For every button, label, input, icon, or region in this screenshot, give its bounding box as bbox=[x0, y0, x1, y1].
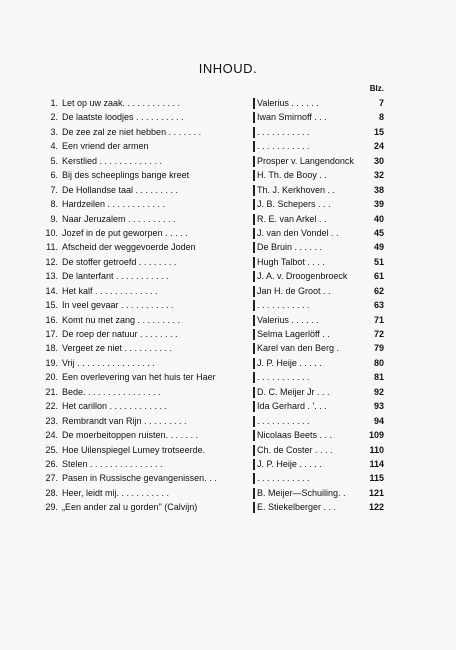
entry-page: 115 bbox=[369, 473, 384, 484]
entry-title: Het carillon . . . . . . . . . . . . bbox=[62, 401, 168, 412]
entry-number: 3. bbox=[50, 126, 58, 137]
entry-title: Jozef in de put geworpen . . . . . bbox=[62, 227, 188, 238]
entry-title: Naar Jeruzalem . . . . . . . . . . bbox=[62, 213, 176, 224]
entry-page: 81 bbox=[373, 372, 384, 383]
entry-number: 15. bbox=[45, 300, 58, 311]
entry-author: . . . . . . . . . . . bbox=[257, 415, 310, 426]
entry-title: Een vriend der armen bbox=[62, 141, 149, 152]
entry-title: Kerstlied . . . . . . . . . . . . . bbox=[62, 155, 163, 166]
entry-number: 7. bbox=[50, 184, 58, 195]
entry-page: 32 bbox=[373, 170, 384, 181]
entry-title: In veel gevaar . . . . . . . . . . . bbox=[62, 300, 174, 311]
toc-entry bbox=[0, 313, 456, 327]
entry-page: 15 bbox=[373, 126, 384, 137]
entry-number: 10. bbox=[45, 227, 58, 238]
entry-title: De laatste loodjes . . . . . . . . . . bbox=[62, 112, 184, 123]
entry-number: 24. bbox=[45, 430, 58, 441]
entry-author: J. A. v. Droogenbroeck bbox=[257, 271, 348, 282]
column-separator bbox=[253, 271, 255, 282]
toc-entry bbox=[0, 298, 456, 312]
toc-entry bbox=[0, 500, 456, 514]
column-separator bbox=[253, 502, 255, 513]
toc-entry bbox=[0, 139, 456, 153]
entry-author: . . . . . . . . . . . bbox=[257, 372, 310, 383]
toc-entry bbox=[0, 255, 456, 269]
toc-entry bbox=[0, 110, 456, 124]
entry-number: 4. bbox=[50, 141, 58, 152]
entry-number: 29. bbox=[45, 502, 58, 513]
entry-page: 7 bbox=[378, 98, 384, 108]
toc-entry bbox=[0, 240, 456, 254]
entry-title: Een overlevering van het huis ter Haer bbox=[62, 372, 216, 383]
column-separator bbox=[253, 329, 255, 340]
column-separator bbox=[253, 401, 255, 412]
toc-entry bbox=[0, 428, 456, 442]
entry-page: 79 bbox=[373, 343, 384, 354]
entry-number: 2. bbox=[50, 112, 58, 123]
column-separator bbox=[253, 156, 255, 167]
entry-page: 49 bbox=[373, 242, 384, 253]
entry-page: 40 bbox=[373, 213, 384, 224]
column-separator bbox=[253, 286, 255, 297]
toc-entry bbox=[0, 269, 456, 283]
entry-page: 71 bbox=[373, 314, 384, 325]
entry-title: Het kalf . . . . . . . . . . . . . bbox=[62, 285, 158, 296]
entry-title: De Hollandse taal . . . . . . . . . bbox=[62, 184, 179, 195]
entry-title: Komt nu met zang . . . . . . . . . bbox=[62, 314, 181, 325]
entry-author: B. Meijer—Schuiling. . bbox=[257, 487, 346, 498]
entry-number: 27. bbox=[45, 473, 58, 484]
toc-entry bbox=[0, 356, 456, 370]
toc-entry bbox=[0, 197, 456, 211]
toc-entry bbox=[0, 168, 456, 182]
column-separator bbox=[253, 214, 255, 225]
entry-author: Iwan Smirnoff . . . bbox=[257, 112, 327, 123]
entry-author: Valerius . . . . . . bbox=[257, 98, 319, 108]
entry-title: Vrij . . . . . . . . . . . . . . . . bbox=[62, 357, 155, 368]
toc-entry bbox=[0, 284, 456, 298]
entry-page: 30 bbox=[373, 155, 384, 166]
entry-title: De zee zal ze niet hebben . . . . . . . bbox=[62, 126, 202, 137]
entry-page: 92 bbox=[373, 386, 384, 397]
entry-author: H. Th. de Booy . . bbox=[257, 170, 327, 181]
toc-entry bbox=[0, 414, 456, 428]
entry-author: R. E. van Arkel . . bbox=[257, 213, 327, 224]
entry-page: 80 bbox=[373, 357, 384, 368]
toc-entry bbox=[0, 226, 456, 240]
entry-number: 23. bbox=[45, 415, 58, 426]
column-separator bbox=[253, 185, 255, 196]
entry-title: Let op uw zaak. . . . . . . . . . . . bbox=[62, 98, 181, 108]
toc-entry bbox=[0, 385, 456, 399]
column-separator bbox=[253, 242, 255, 253]
entry-number: 8. bbox=[50, 199, 58, 210]
entry-page: 109 bbox=[368, 430, 384, 441]
entry-page: 51 bbox=[373, 256, 384, 267]
column-separator bbox=[253, 372, 255, 383]
column-separator bbox=[253, 257, 255, 268]
entry-title: Hardzeilen . . . . . . . . . . . . bbox=[62, 199, 166, 210]
toc-entry bbox=[0, 341, 456, 355]
entry-number: 17. bbox=[45, 329, 58, 339]
entry-page: 122 bbox=[368, 502, 384, 513]
entry-author: E. Stiekelberger . . . bbox=[257, 502, 337, 513]
entry-author: Nicolaas Beets . . . bbox=[257, 430, 333, 441]
entry-author: Th. J. Kerkhoven . . bbox=[257, 184, 336, 195]
entry-page: 62 bbox=[373, 285, 384, 296]
entry-title: Vergeet ze niet . . . . . . . . . . bbox=[62, 343, 173, 354]
toc-entry bbox=[0, 125, 456, 139]
column-separator bbox=[253, 343, 255, 354]
page-title: INHOUD. bbox=[198, 61, 258, 76]
entry-author: Jan H. de Groot . . bbox=[257, 285, 331, 296]
column-separator bbox=[253, 459, 255, 470]
entry-page: 72 bbox=[373, 329, 384, 339]
toc-entry bbox=[0, 399, 456, 413]
column-separator bbox=[253, 199, 255, 210]
entry-author: . . . . . . . . . . . bbox=[257, 300, 310, 311]
entry-number: 21. bbox=[45, 386, 58, 397]
entry-number: 25. bbox=[45, 444, 58, 455]
entry-title: Pasen in Russische gevangenissen. . . bbox=[62, 473, 217, 484]
column-separator bbox=[253, 358, 255, 369]
entry-author: . . . . . . . . . . . bbox=[257, 126, 310, 137]
column-separator bbox=[253, 315, 255, 326]
entry-author: J. P. Heije . . . . . bbox=[257, 458, 322, 469]
entry-number: 20. bbox=[45, 372, 58, 383]
entry-title: Stelen . . . . . . . . . . . . . . . bbox=[62, 458, 163, 469]
table-of-contents bbox=[0, 96, 456, 515]
toc-entry bbox=[0, 327, 456, 341]
entry-title: Heer, leidt mij. . . . . . . . . . . bbox=[62, 487, 170, 498]
column-separator bbox=[253, 98, 255, 109]
entry-number: 18. bbox=[45, 343, 58, 354]
column-separator bbox=[253, 430, 255, 441]
column-separator bbox=[253, 387, 255, 398]
entry-author: Ida Gerhard . '. . . bbox=[257, 401, 327, 412]
entry-author: Hugh Talbot . . . . bbox=[257, 256, 325, 267]
page-column-label: Blz. bbox=[369, 84, 384, 93]
column-separator bbox=[253, 112, 255, 123]
entry-page: 63 bbox=[373, 300, 384, 311]
entry-number: 16. bbox=[45, 314, 58, 325]
entry-author: Valerius . . . . . . bbox=[257, 314, 319, 325]
entry-number: 14. bbox=[45, 285, 58, 296]
entry-title: De moerbeitoppen ruisten. . . . . . . bbox=[62, 430, 199, 441]
entry-page: 38 bbox=[373, 184, 384, 195]
entry-title: Afscheid der weggevoerde Joden bbox=[62, 242, 196, 253]
toc-entry bbox=[0, 183, 456, 197]
entry-number: 28. bbox=[45, 487, 58, 498]
entry-number: 6. bbox=[50, 170, 58, 181]
toc-entry bbox=[0, 212, 456, 226]
column-separator bbox=[253, 488, 255, 499]
entry-page: 110 bbox=[369, 444, 384, 455]
toc-entry bbox=[0, 96, 456, 110]
entry-author: J. van den Vondel . . bbox=[257, 227, 339, 238]
entry-page: 39 bbox=[373, 199, 384, 210]
entry-number: 19. bbox=[45, 357, 58, 368]
entry-author: . . . . . . . . . . . bbox=[257, 141, 310, 152]
entry-title: Bij des scheeplings bange kreet bbox=[62, 170, 190, 181]
entry-page: 114 bbox=[369, 458, 384, 469]
column-separator bbox=[253, 300, 255, 311]
entry-title: „Een ander zal u gorden" (Calvijn) bbox=[62, 502, 198, 513]
toc-entry bbox=[0, 370, 456, 384]
entry-author: Karel van den Berg . bbox=[257, 343, 340, 354]
entry-author: Selma Lagerlöff . . bbox=[257, 329, 330, 339]
entry-title: Rembrandt van Rijn . . . . . . . . . bbox=[62, 415, 187, 426]
toc-entry bbox=[0, 486, 456, 500]
entry-title: Bede. . . . . . . . . . . . . . . . bbox=[62, 386, 161, 397]
entry-title: Hoe Uilenspiegel Lumey trotseerde. bbox=[62, 444, 206, 455]
entry-author: D. C. Meijer Jr . . . bbox=[257, 386, 330, 397]
column-separator bbox=[253, 127, 255, 138]
entry-number: 1. bbox=[50, 98, 58, 108]
column-separator bbox=[253, 141, 255, 152]
column-separator bbox=[253, 445, 255, 456]
entry-number: 22. bbox=[45, 401, 58, 412]
entry-title: De roep der natuur . . . . . . . . bbox=[62, 329, 178, 339]
entry-page: 45 bbox=[373, 227, 384, 238]
toc-entry bbox=[0, 443, 456, 457]
toc-entry bbox=[0, 471, 456, 485]
entry-author: . . . . . . . . . . . bbox=[257, 473, 310, 484]
entry-number: 9. bbox=[50, 213, 58, 224]
entry-number: 11. bbox=[46, 242, 58, 253]
entry-number: 13. bbox=[45, 271, 58, 282]
entry-page: 8 bbox=[378, 112, 384, 123]
entry-number: 5. bbox=[50, 155, 58, 166]
entry-page: 24 bbox=[373, 141, 384, 152]
entry-number: 26. bbox=[45, 458, 58, 469]
entry-author: Prosper v. Langendonck bbox=[257, 155, 354, 166]
entry-number: 12. bbox=[45, 256, 58, 267]
entry-author: De Bruin . . . . . . bbox=[257, 242, 323, 253]
column-separator bbox=[253, 170, 255, 181]
toc-entry bbox=[0, 154, 456, 168]
column-separator bbox=[253, 473, 255, 484]
entry-page: 93 bbox=[373, 401, 384, 412]
entry-page: 121 bbox=[368, 487, 384, 498]
column-separator bbox=[253, 416, 255, 427]
entry-author: J. P. Heije . . . . . bbox=[257, 357, 322, 368]
entry-author: Ch. de Coster . . . . bbox=[257, 444, 333, 455]
column-separator bbox=[253, 228, 255, 239]
toc-entry bbox=[0, 457, 456, 471]
entry-author: J. B. Schepers . . . bbox=[257, 199, 331, 210]
entry-title: De stoffer getroefd . . . . . . . . bbox=[62, 256, 177, 267]
entry-page: 61 bbox=[373, 271, 384, 282]
entry-title: De lanterfant . . . . . . . . . . . bbox=[62, 271, 169, 282]
entry-page: 94 bbox=[373, 415, 384, 426]
